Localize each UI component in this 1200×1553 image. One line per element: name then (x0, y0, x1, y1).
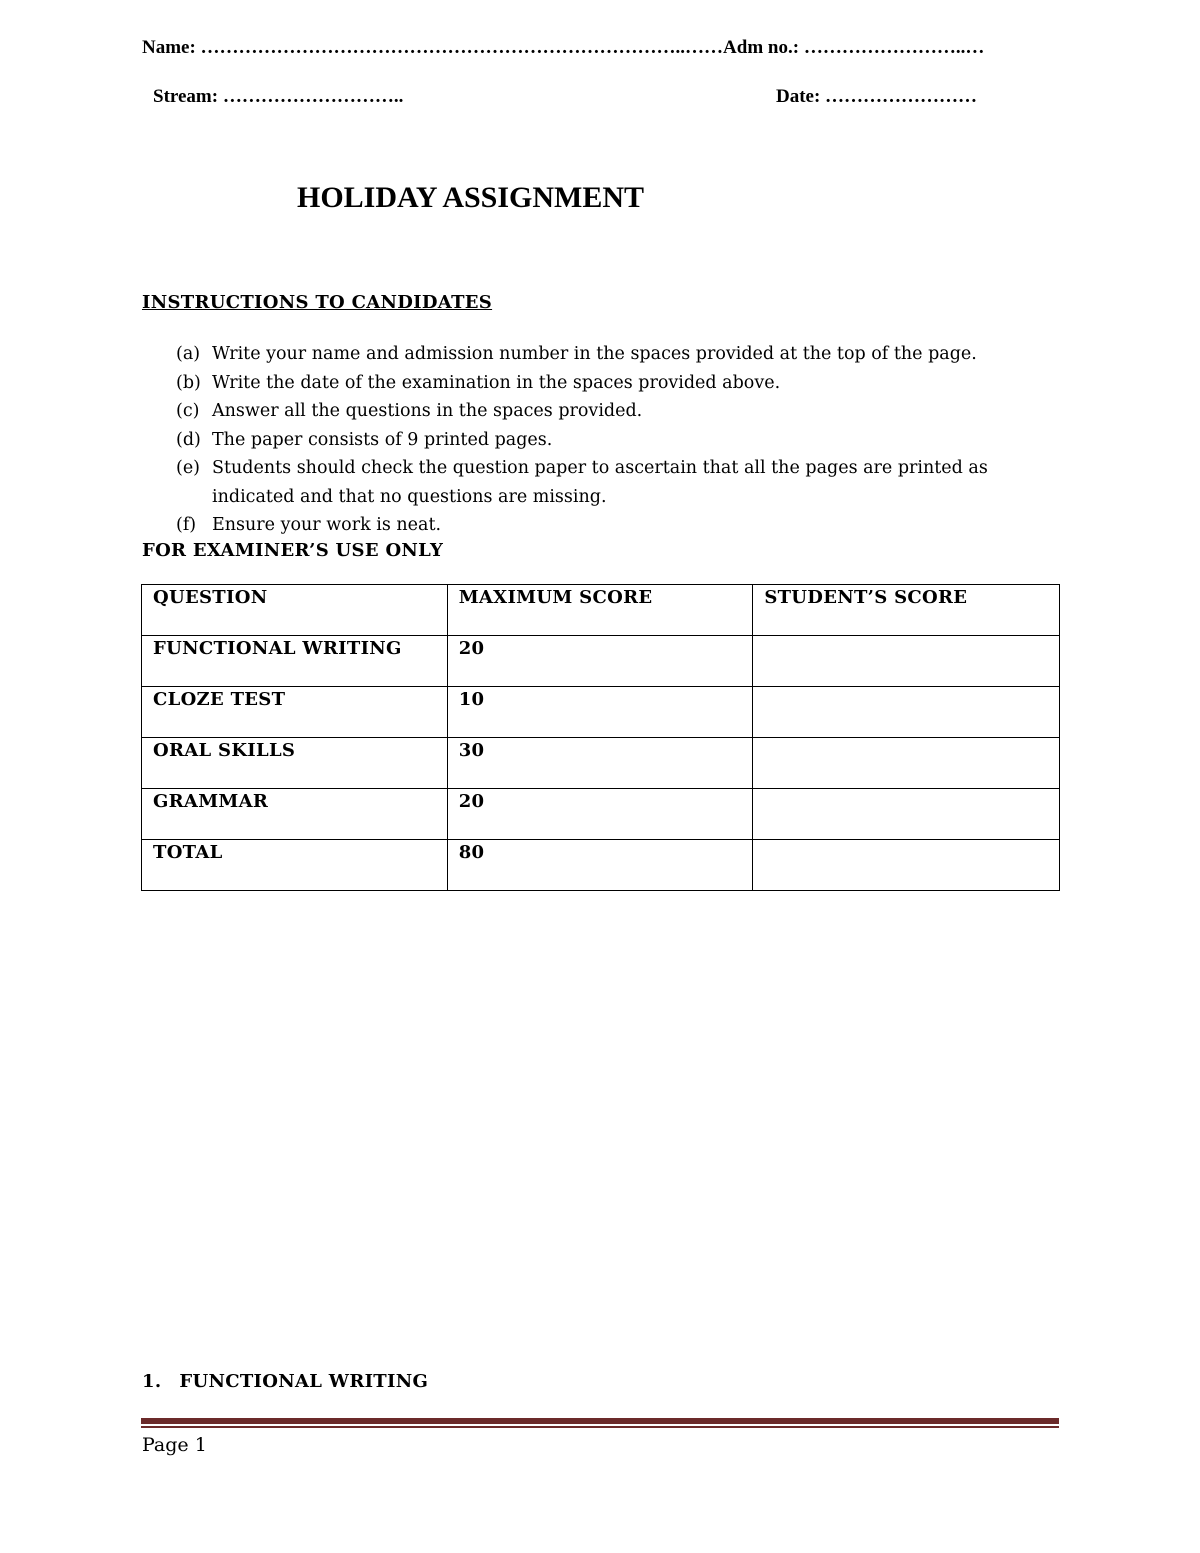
section-title: FUNCTIONAL WRITING (179, 1371, 429, 1392)
max-score-cell: 80 (447, 840, 753, 891)
instruction-item (176, 340, 1046, 369)
name-adm-line: Name: …………………………………………………………………..……Adm no.: ……………………..… (142, 37, 985, 58)
instruction-text: Write the date of the examination in the spaces provided above. (212, 372, 781, 393)
instruction-marker: (a) (176, 344, 201, 364)
stream-line: Stream: ……………………….. (153, 86, 404, 107)
instruction-item (176, 369, 1046, 398)
instruction-item (176, 397, 1046, 426)
table-row (142, 687, 1060, 738)
date-line: Date: …………………… (776, 86, 978, 107)
section-number: 1. (142, 1371, 162, 1392)
instructions-heading: INSTRUCTIONS TO CANDIDATES (142, 292, 493, 313)
instruction-item (176, 426, 1046, 455)
column-header: STUDENT’S SCORE (753, 585, 1060, 636)
instruction-item (176, 511, 1046, 540)
instruction-marker: (f) (176, 515, 197, 535)
footer-rule-thin (141, 1426, 1059, 1428)
column-header: MAXIMUM SCORE (447, 585, 753, 636)
max-score-cell: 20 (447, 789, 753, 840)
instruction-text: Students should check the question paper to ascertain that all the pages are printed as indicated and that no questions are missing. (212, 458, 988, 507)
page-number: Page 1 (142, 1434, 207, 1456)
instructions-list (176, 340, 1046, 540)
question-cell: ORAL SKILLS (142, 738, 448, 789)
question-cell: GRAMMAR (142, 789, 448, 840)
column-header: QUESTION (142, 585, 448, 636)
max-score-cell: 10 (447, 687, 753, 738)
instruction-text: The paper consists of 9 printed pages. (212, 429, 553, 450)
instruction-text: Ensure your work is neat. (212, 515, 442, 535)
student-score-cell[interactable] (753, 738, 1060, 789)
question-cell: TOTAL (142, 840, 448, 891)
instruction-text: Answer all the questions in the spaces provided. (212, 401, 643, 421)
examiner-heading: FOR EXAMINER’S USE ONLY (142, 540, 444, 561)
question-cell: FUNCTIONAL WRITING (142, 636, 448, 687)
instruction-item (176, 454, 1046, 511)
instruction-marker: (e) (176, 458, 201, 478)
table-row (142, 636, 1060, 687)
student-score-cell[interactable] (753, 687, 1060, 738)
table-row (142, 738, 1060, 789)
page-title: HOLIDAY ASSIGNMENT (297, 181, 645, 214)
score-table (141, 584, 1060, 891)
section-heading (142, 1371, 428, 1392)
instruction-text: Write your name and admission number in the spaces provided at the top of the page. (212, 344, 977, 364)
student-score-cell[interactable] (753, 636, 1060, 687)
max-score-cell: 30 (447, 738, 753, 789)
instruction-marker: (d) (176, 429, 201, 450)
instruction-marker: (b) (176, 372, 201, 393)
student-score-cell[interactable] (753, 840, 1060, 891)
instruction-marker: (c) (176, 401, 200, 421)
question-cell: CLOZE TEST (142, 687, 448, 738)
student-score-cell[interactable] (753, 789, 1060, 840)
footer-rule-thick (141, 1418, 1059, 1424)
table-row (142, 840, 1060, 891)
max-score-cell: 20 (447, 636, 753, 687)
table-header-row (142, 585, 1060, 636)
table-row (142, 789, 1060, 840)
